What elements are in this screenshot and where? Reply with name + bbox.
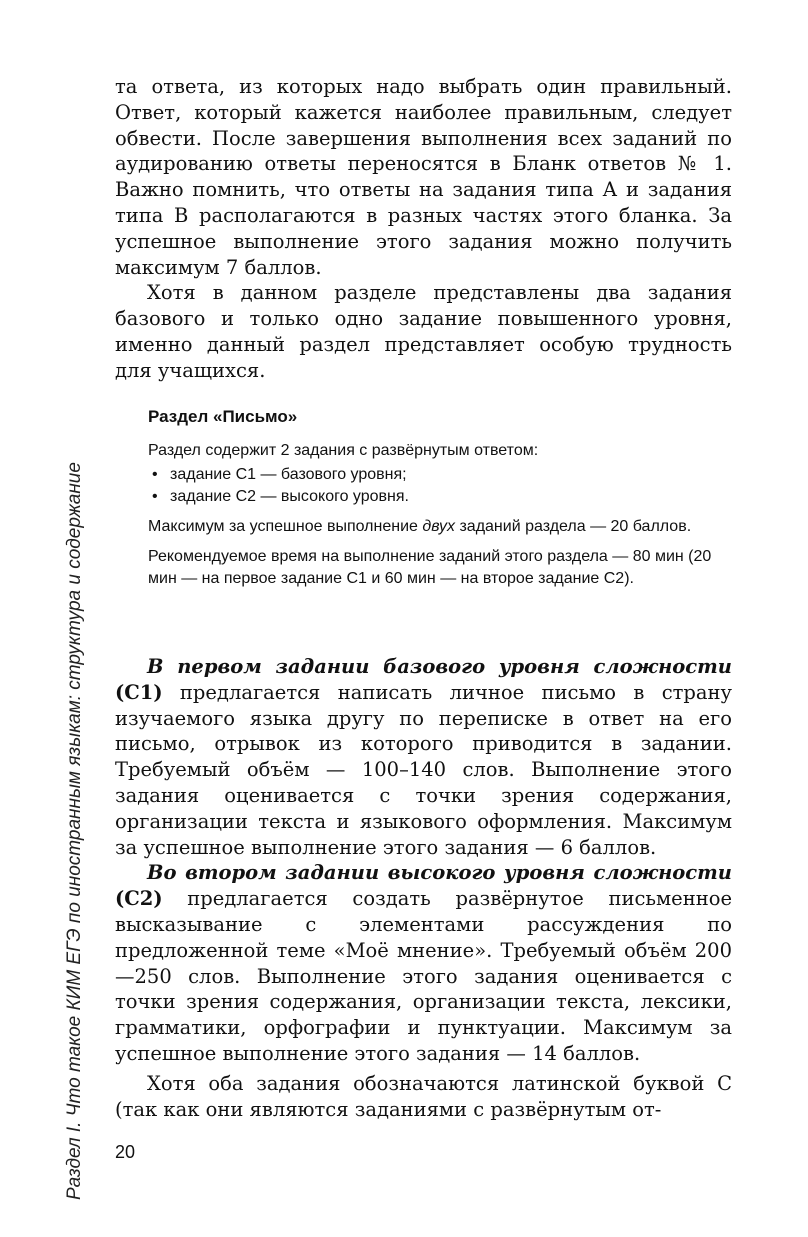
closing-paragraph: Хотя оба задания обозначаются латинской буквой С (так как они являются заданиями с развёрнутым от- — [115, 1071, 732, 1121]
intro-paragraph-2: Хотя в данном разделе представлены два задания базового и только одно задание повышенного уровня, именно данный раздел представляет особую трудность для учащихся. — [115, 281, 732, 382]
list-item: • задание С2 — высокого уровня. — [148, 486, 733, 508]
writing-section-box — [148, 406, 733, 598]
task-list — [148, 464, 733, 508]
running-head: Раздел I. Что такое КИМ ЕГЭ по иностранным языкам: структура и содержание — [64, 462, 85, 1200]
task-c2-paragraph: Во втором задании высокого уровня сложности (С2) предлагается создать развёрнутое письменное высказывание с элементами рассуждения по предложенной теме «Моё мнение». Требуемый объём 200—250 слов. Выполнение этого задания оценивается с точки зрения содержания, организации текста, лексики, грамматики, орфографии и пунктуации. Максимум за успешное выполнение этого задания — 14 баллов. — [115, 861, 732, 1065]
tasks-text — [115, 654, 732, 1122]
writing-section-lead: Раздел содержит 2 задания с развёрнутым ответом: — [148, 442, 539, 459]
page-number: 20 — [115, 1142, 136, 1162]
time-note: Рекомендуемое время на выполнение заданий этого раздела — 80 мин (20 мин — на первое задание С1 и 60 мин — на второе задание С2). — [148, 548, 712, 587]
writing-section-title: Раздел «Письмо» — [148, 407, 298, 426]
max-score-note: Максимум за успешное выполнение двух заданий раздела — 20 баллов. — [148, 518, 692, 535]
task-c1-paragraph: В первом задании базового уровня сложности (С1) предлагается написать личное письмо в страну изучаемого языка другу по переписке в ответ на его письмо, отрывок из которого приводится в задании. Требуемый объём — 100–140 слов. Выполнение этого задания оценивается с точки зрения содержания, организации текста и языкового оформления. Максимум за успешное выполнение этого задания — 6 баллов. — [115, 655, 732, 859]
intro-text — [115, 74, 732, 384]
list-item: • задание С1 — базового уровня; — [148, 464, 733, 486]
intro-paragraph-1: та ответа, из которых надо выбрать один правильный. Ответ, который кажется наиболее правильным, следует обвести. После завершения выполнения всех заданий по аудированию ответы переносятся в Бланк ответов № 1. Важно помнить, что ответы на задания типа А и задания типа В располагаются в разных частях этого бланка. За успешное выполнение этого задания можно получить максимум 7 баллов. — [115, 75, 732, 279]
